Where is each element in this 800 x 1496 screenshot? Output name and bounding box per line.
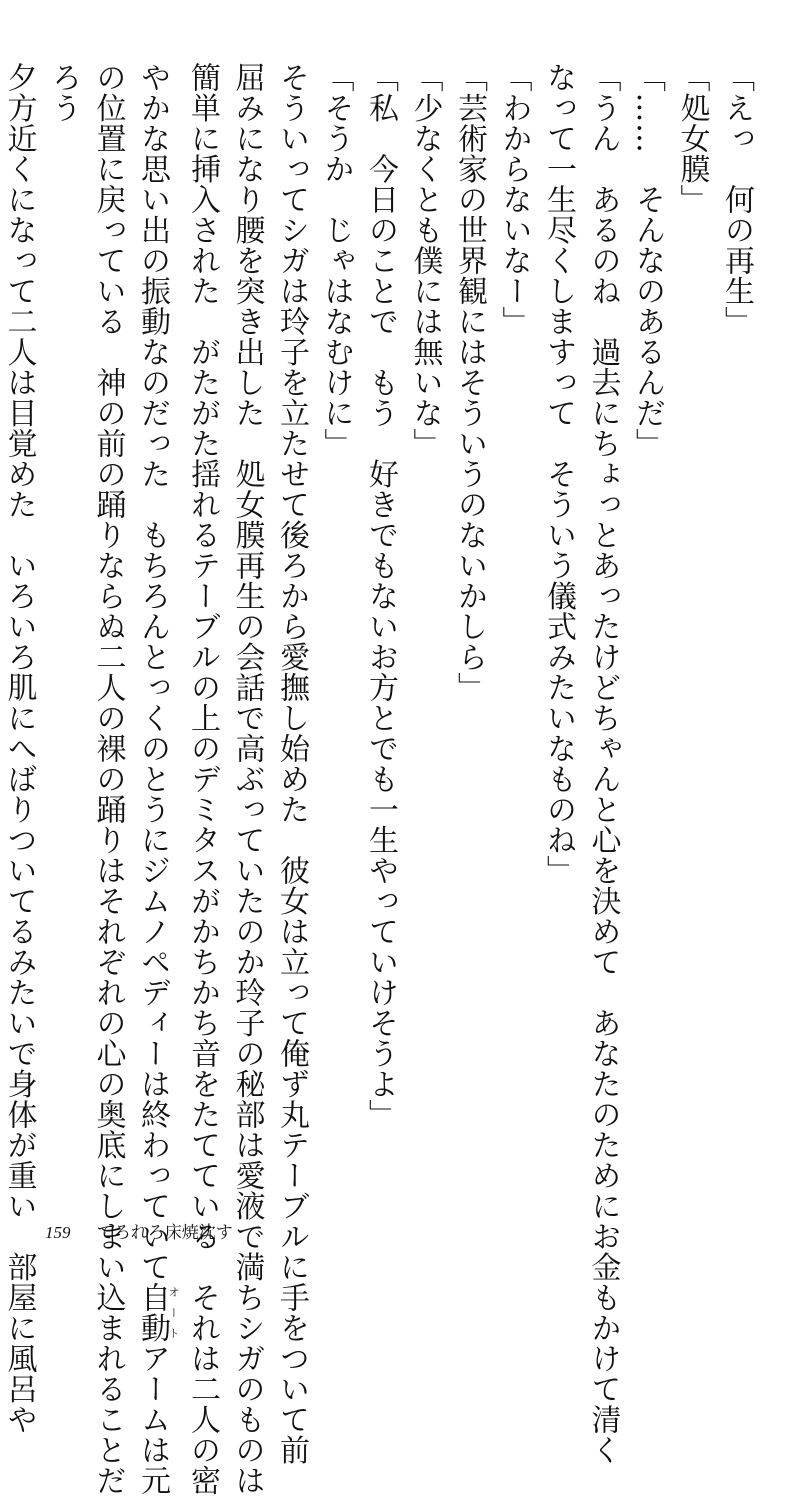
text-line: 屈みになり腰を突き出した 処女膜再生の会話で高ぶっていたのか玲子の秘部は愛液で満ちシガのものは xyxy=(229,62,265,1496)
text-line: なって一生尽くしますって そういう儀式みたいなものね」 xyxy=(541,62,576,886)
running-title: てろれろ床焼沈す xyxy=(96,1223,233,1242)
page-footer xyxy=(45,1218,233,1243)
text-line: 「…… そんなのあるんだ」 xyxy=(630,62,665,459)
text-line: 「そうか じゃはなむけに」 xyxy=(318,62,354,459)
page-number: 159 xyxy=(45,1223,71,1242)
text-line: 「少なくとも僕には無いな」 xyxy=(407,62,443,459)
text-line: の位置に戻っている 神の前の踊りならぬ二人の裸の踊りはそれぞれの心の奥底にしまい込まれることだ xyxy=(90,62,126,1496)
text-line: 「えっ 何の再生」 xyxy=(719,62,754,337)
ruby-reading: オート xyxy=(167,1282,180,1343)
text-line: 「処女膜」 xyxy=(674,62,710,215)
text-line: 「うん あるのね 過去にちょっとあったけどちゃんと心を決めて あなたのためにお金もかけて清く xyxy=(585,62,621,1465)
ruby-annotation: 自動オート xyxy=(135,1282,180,1343)
text-line: やかな思い出の振動なのだった もちろんとっくのとうにジムノペディーは終わっていて自動オートアームは元 xyxy=(135,62,180,1496)
text-line: 「私 今日のことで もう 好きでもないお方とでも一生やっていけそうよ」 xyxy=(363,62,398,1130)
text-line: 「わからないなー」 xyxy=(496,62,532,337)
text-line: 夕方近くになって二人は目覚めた いろいろ肌にへばりついてるみたいで身体が重い 部屋に風呂や xyxy=(1,62,37,1435)
text-line: 簡単に挿入された がたがた揺れるテーブルの上のデミタスがかちかち音をたてている それは二人の密 xyxy=(185,62,220,1496)
text-line: 「芸術家の世界観にはそういうのないかしら」 xyxy=(452,62,487,703)
text-line: そういってシガは玲子を立たせて後ろから愛撫し始めた 彼女は立って俺ず丸テーブルに手をついて前 xyxy=(274,62,309,1465)
text-line: ろう xyxy=(46,62,81,123)
